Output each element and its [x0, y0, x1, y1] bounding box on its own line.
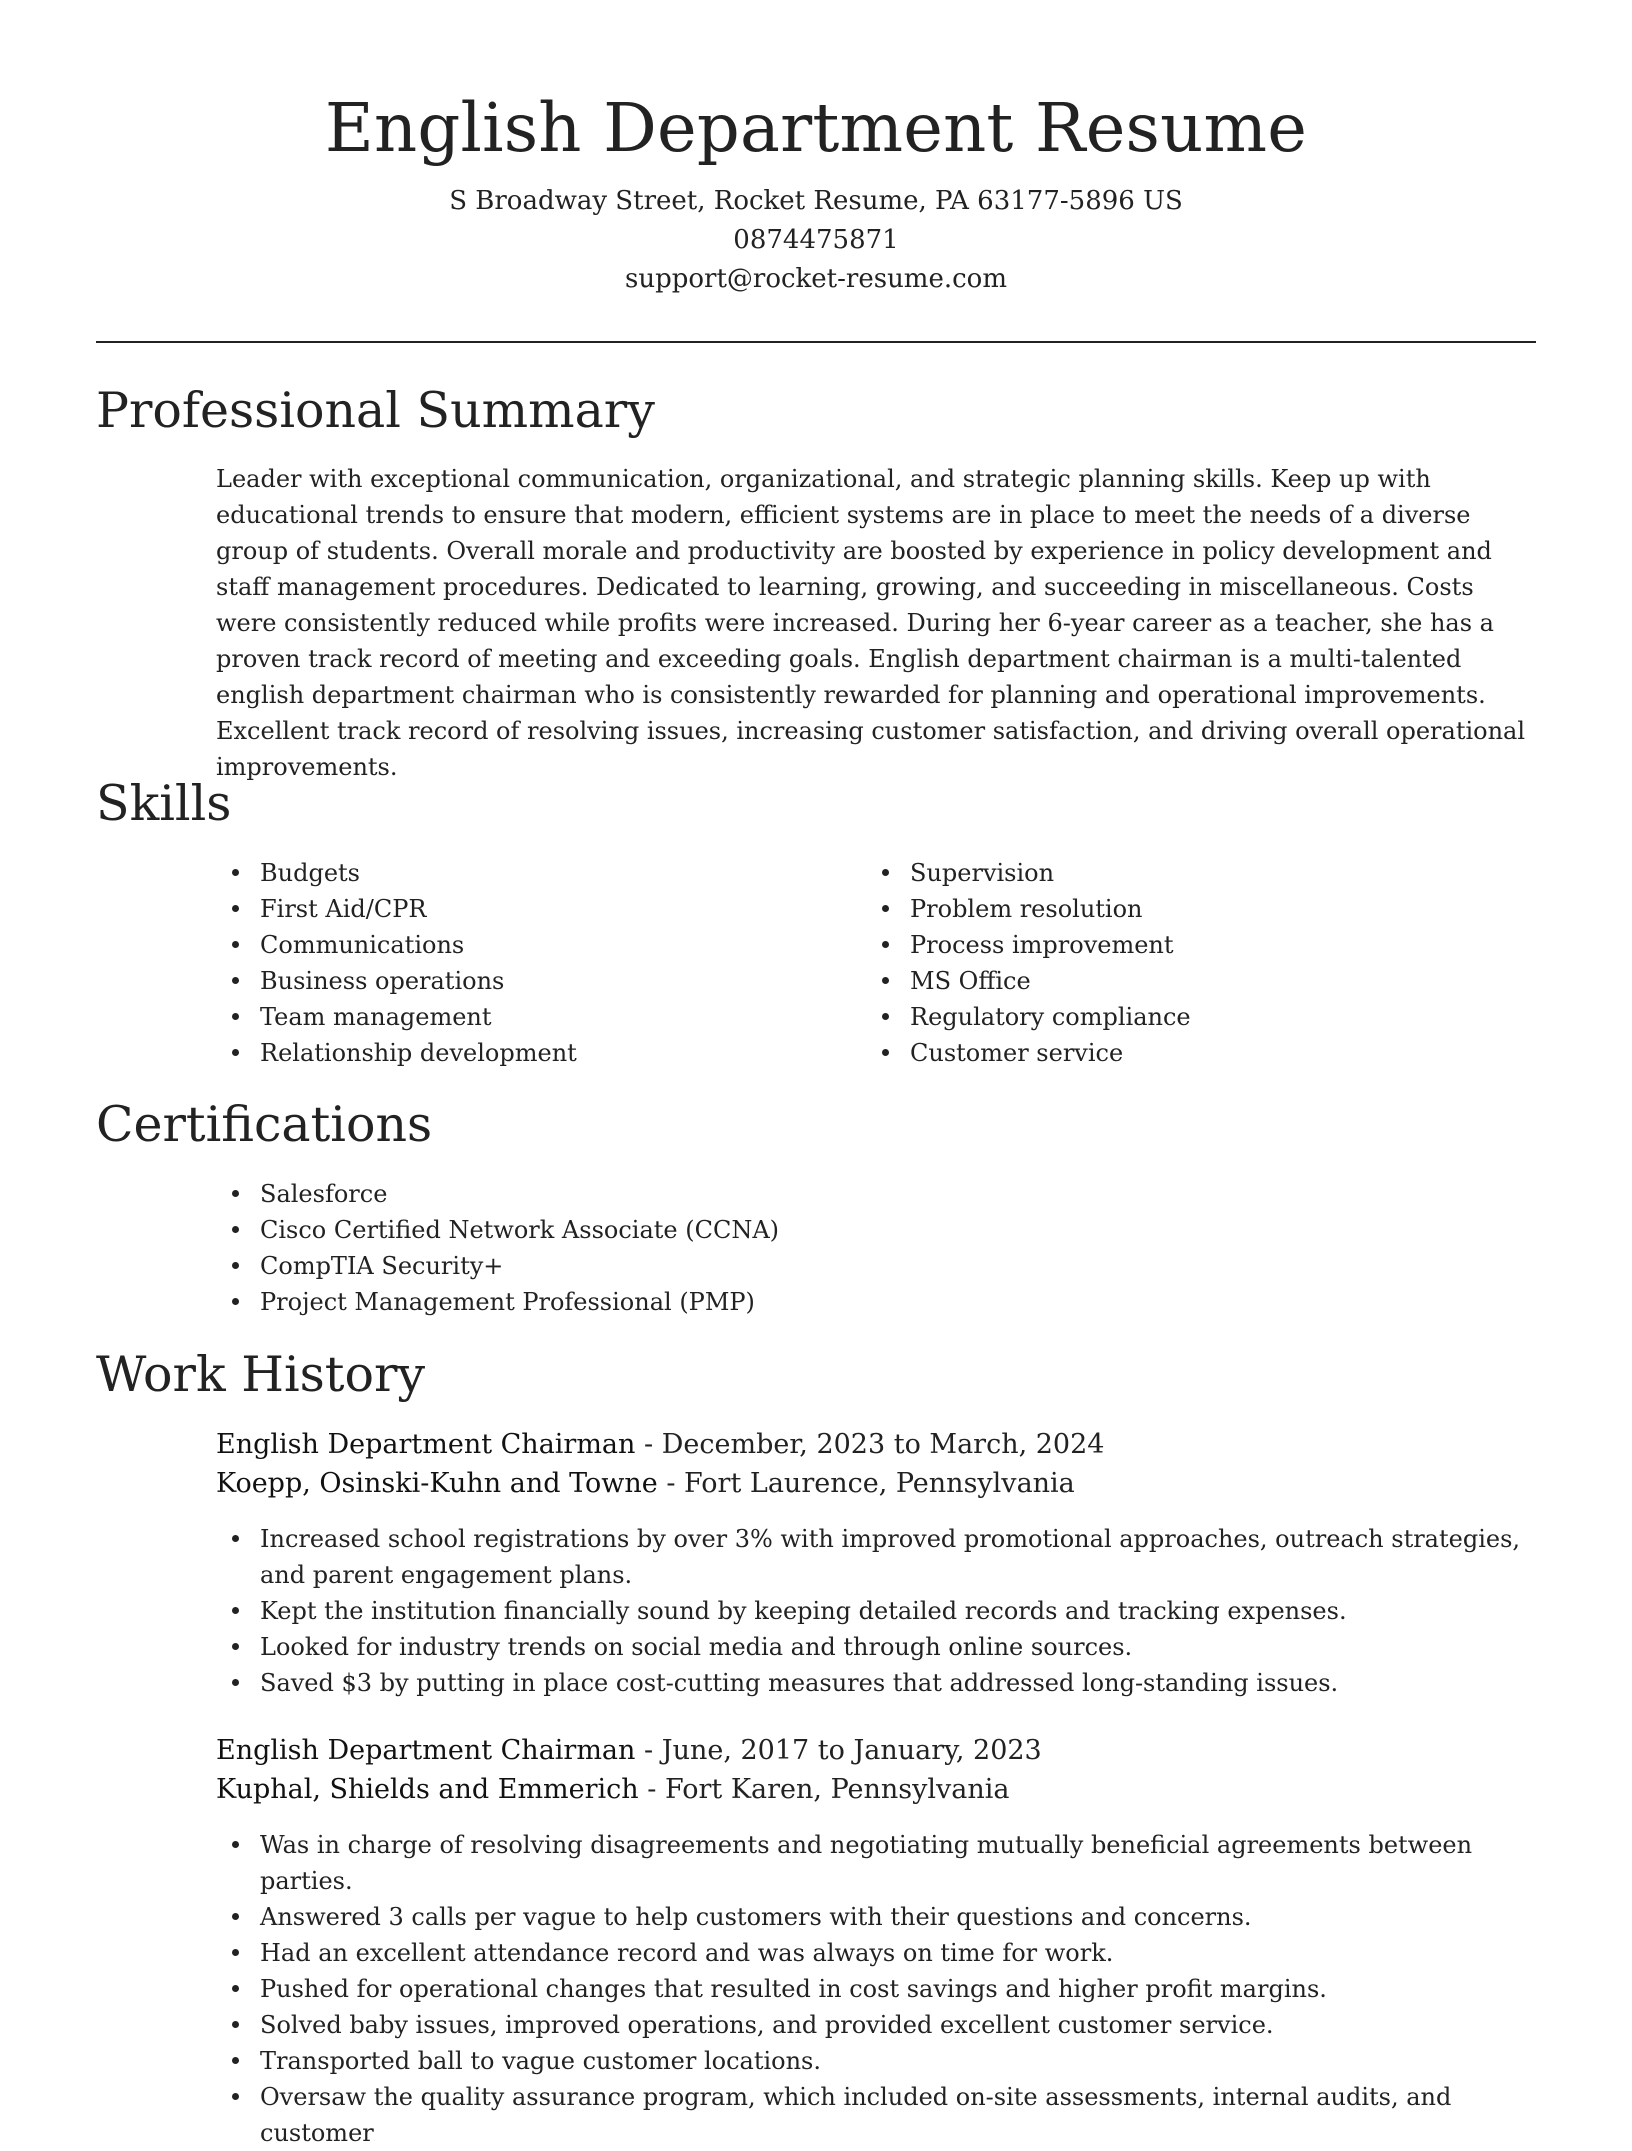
list-item: Supervision — [866, 855, 1506, 891]
list-item: Customer service — [866, 1035, 1506, 1071]
list-item: Looked for industry trends on social media and through online sources. — [216, 1629, 1540, 1665]
list-item: Answered 3 calls per vague to help customers with their questions and concerns. — [216, 1899, 1540, 1935]
list-item: Relationship development — [216, 1035, 856, 1071]
list-item: Saved $3 by putting in place cost-cutting measures that addressed long-standing issues. — [216, 1665, 1540, 1701]
list-item: Solved baby issues, improved operations, and provided excellent customer service. — [216, 2007, 1540, 2043]
email: support@rocket-resume.com — [624, 264, 1007, 294]
section-title-summary: Professional Summary — [96, 382, 655, 439]
list-item: Process improvement — [866, 927, 1506, 963]
list-item: MS Office — [866, 963, 1506, 999]
header-divider — [96, 341, 1536, 343]
phone: 0874475871 — [733, 225, 899, 255]
list-item: Kept the institution financially sound by keeping detailed records and tracking expenses. — [216, 1593, 1540, 1629]
job-header — [216, 1425, 1536, 1503]
list-item: Pushed for operational changes that resulted in cost savings and higher profit margins. — [216, 1971, 1540, 2007]
list-item: Increased school registrations by over 3% with improved promotional approaches, outreach strategies, and parent engagement plans. — [216, 1521, 1540, 1593]
resume-title: English Department Resume — [324, 89, 1308, 167]
job-company: Koepp, Osinski-Kuhn and Towne — [216, 1468, 658, 1499]
list-item: Project Management Professional (PMP) — [216, 1284, 1536, 1320]
list-item: Salesforce — [216, 1176, 1536, 1212]
separator: - — [647, 1774, 666, 1805]
section-title-work-history: Work History — [96, 1346, 426, 1403]
list-item: CompTIA Security+ — [216, 1248, 1536, 1284]
job-title-line — [216, 1731, 1536, 1770]
job-dates: December, 2023 to March, 2024 — [661, 1429, 1105, 1460]
list-item: Cisco Certified Network Associate (CCNA) — [216, 1212, 1536, 1248]
list-item: Problem resolution — [866, 891, 1506, 927]
list-item: Communications — [216, 927, 856, 963]
skills-list-right — [866, 855, 1506, 1071]
list-item: Regulatory compliance — [866, 999, 1506, 1035]
job-dates: June, 2017 to January, 2023 — [661, 1735, 1042, 1766]
contact-block — [0, 182, 1632, 299]
list-item: Was in charge of resolving disagreements and negotiating mutually beneficial agreements between parties. — [216, 1827, 1540, 1899]
job-role: English Department Chairman — [216, 1429, 636, 1460]
job-location: Fort Laurence, Pennsylvania — [684, 1468, 1075, 1499]
skills-list-left — [216, 855, 856, 1071]
list-item: Team management — [216, 999, 856, 1035]
summary-text: Leader with exceptional communication, organizational, and strategic planning skills. Keep up with educational trends to ensure that modern, efficient systems are in place to meet the needs of a diverse group of students. Overall morale and productivity are boosted by experience in policy development and staff management procedures. Dedicated to learning, growing, and succeeding in miscellaneous. Costs were consistently reduced while profits were increased. During her 6-year career as a teacher, she has a proven track record of meeting and exceeding goals. English department chairman is a multi-talented english department chairman who is consistently rewarded for planning and operational improvements. Excellent track record of resolving issues, increasing customer satisfaction, and driving overall operational improvements. — [216, 465, 1526, 781]
list-item: First Aid/CPR — [216, 891, 856, 927]
resume-header — [0, 0, 1632, 299]
address: S Broadway Street, Rocket Resume, PA 63177-5896 US — [449, 186, 1183, 216]
list-item: Transported ball to vague customer locations. — [216, 2043, 1540, 2079]
job-bullets — [216, 1827, 1540, 2151]
list-item: Budgets — [216, 855, 856, 891]
list-item: Had an excellent attendance record and was always on time for work. — [216, 1935, 1540, 1971]
job-company: Kuphal, Shields and Emmerich — [216, 1774, 639, 1805]
list-item: Business operations — [216, 963, 856, 999]
job-location: Fort Karen, Pennsylvania — [665, 1774, 1010, 1805]
job-company-line — [216, 1464, 1536, 1503]
job-bullets — [216, 1521, 1540, 1701]
job-title-line — [216, 1425, 1536, 1464]
certifications-list — [216, 1176, 1536, 1320]
job-company-line — [216, 1770, 1536, 1809]
job-header — [216, 1731, 1536, 1809]
section-title-certifications: Certifications — [96, 1096, 433, 1153]
separator: - — [644, 1735, 662, 1766]
job-role: English Department Chairman — [216, 1735, 636, 1766]
separator: - — [644, 1429, 662, 1460]
separator: - — [666, 1468, 685, 1499]
section-title-skills: Skills — [96, 775, 232, 832]
list-item: Oversaw the quality assurance program, which included on-site assessments, internal audits, and customer — [216, 2079, 1540, 2151]
